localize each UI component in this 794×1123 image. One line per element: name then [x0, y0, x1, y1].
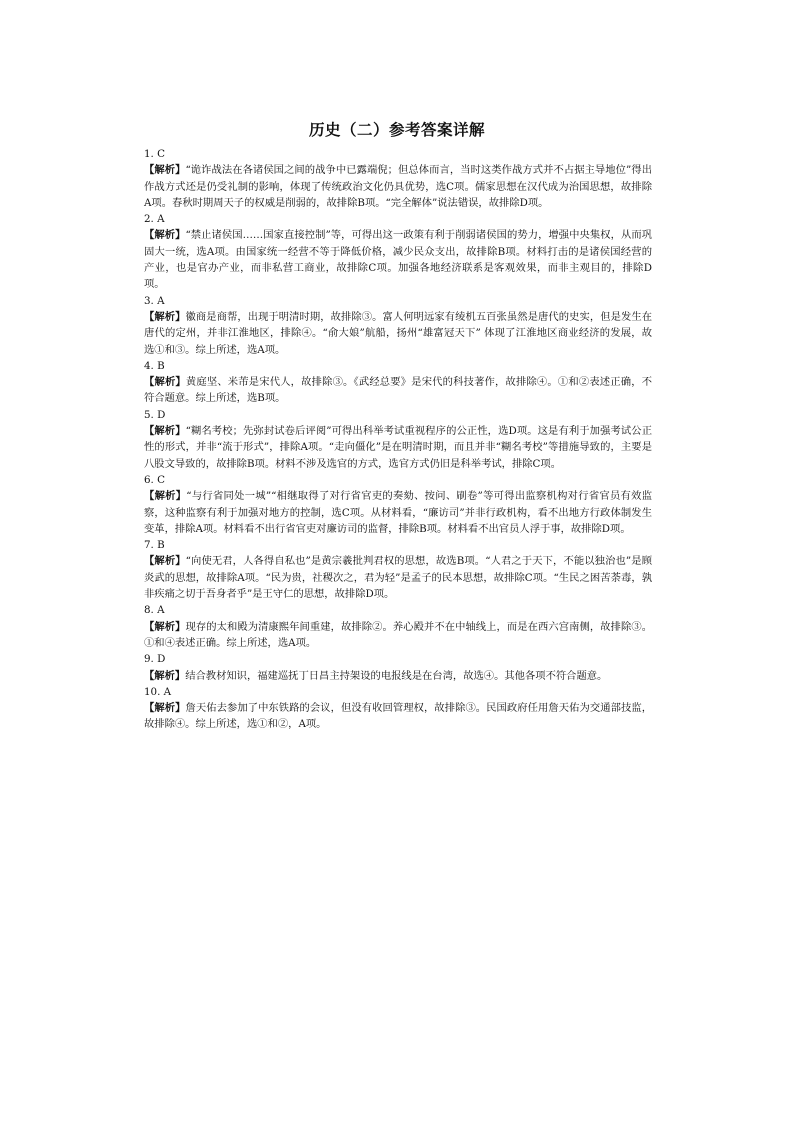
- analysis-tag: 【解析】: [144, 555, 186, 568]
- analysis-text: 黄庭坚、米芾是宋代人，故排除③。《武经总要》是宋代的科技著作，故排除④。①和②表述正确，不符合题意。综上所述，选B项。: [144, 376, 652, 405]
- answer-analysis: [144, 553, 652, 602]
- answer-number: 2. A: [144, 213, 165, 226]
- answer-analysis: [144, 162, 652, 211]
- answer-analysis: [144, 227, 652, 292]
- page-title: 历史（二）参考答案详解: [308, 120, 485, 139]
- analysis-text: 结合教材知识，福建巡抚丁日昌主持架设的电报线是在台湾，故选④。其他各项不符合题意。: [185, 669, 608, 682]
- answer-list: [144, 146, 652, 733]
- answer-analysis: [144, 700, 652, 733]
- analysis-tag: 【解析】: [144, 702, 186, 715]
- answer-analysis: [144, 668, 652, 684]
- analysis-tag: 【解析】: [144, 164, 186, 177]
- answer-number: 3. A: [144, 294, 165, 307]
- analysis-tag: 【解析】: [144, 620, 186, 633]
- answer-number: 7. B: [144, 539, 165, 552]
- answer-number: 1. C: [144, 148, 165, 160]
- analysis-text: 詹天佑去参加了中东铁路的会议，但没有收回管理权，故排除③。民国政府任用詹天佑为交通部技监，故排除④。综上所述，选①和②，A项。: [144, 702, 653, 731]
- analysis-tag: 【解析】: [144, 669, 186, 682]
- analysis-tag: 【解析】: [144, 310, 186, 323]
- analysis-text: “禁止诸侯国……国家直接控制”等，可得出这一政策有利于削弱诸侯国的势力，增强中央集权，从而巩固大一统，选A项。由国家统一经营不等于降低价格，减少民众支出，故排除B项。材料打击的是诸侯国经营的产业，也是官办产业，而非私营工商业，故排除C项。加强各地经济联系是客观效果，而非主观目的，排除D项。: [144, 229, 653, 291]
- answer-analysis: [144, 488, 652, 537]
- answer-analysis: [144, 619, 652, 652]
- analysis-text: “糊名考校；先弥封试卷后评阅”可得出科举考试重视程序的公正性，选D项。这是有利于加强考试公正性的形式，并非“流于形式”，排除A项。“走向僵化”是在明清时期，而且并非“糊名考校”等措施导致的，主要是八股文导致的，故排除B项。材料不涉及选官的方式，选官方式仍旧是科举考试，排除C项。: [144, 425, 652, 470]
- answer-number: 10. A: [144, 685, 172, 698]
- analysis-text: 徽商是商帮，出现于明清时期，故排除③。富人何明远家有绫机五百张虽然是唐代的史实，但是发生在唐代的定州，并非江淮地区，排除④。“俞大娘”航船，扬州“雄富冠天下” 体现了江淮地区商业经济的发展，故选①和③。综上所述，选A项。: [144, 310, 653, 356]
- answer-analysis: [144, 309, 652, 358]
- analysis-tag: 【解析】: [144, 490, 187, 503]
- analysis-text: 现存的太和殿为清康熙年间重建，故排除②。养心殿并不在中轴线上，而是在西六宫南侧，故排除③。①和④表述正确。综上所述，选A项。: [144, 620, 653, 649]
- analysis-tag: 【解析】: [144, 229, 186, 242]
- answer-analysis: [144, 423, 652, 472]
- answer-number: 8. A: [144, 604, 165, 617]
- answer-number: 9. D: [144, 653, 166, 666]
- answer-analysis: [144, 374, 652, 407]
- answer-number: 5. D: [144, 408, 166, 421]
- analysis-text: “与行省同处一城”“相继取得了对行省官吏的奏劾、按问、刷卷”等可得出监察机构对行省官员有效监察，这种监察有利于加强对地方的控制，选C项。从材料看，“廉访司”并非行政机构，看不出地方行政体制发生变革，排除A项。材料看不出行省官吏对廉访司的监督，排除B项。材料看不出官员人浮于事，故排除D项。: [144, 490, 652, 535]
- analysis-tag: 【解析】: [144, 376, 186, 389]
- analysis-text: “向使无君，人各得自私也”是黄宗羲批判君权的思想，故选B项。“人君之于天下，不能以独治也”是顾炎武的思想，故排除A项。“民为贵，社稷次之，君为轻”是孟子的民本思想，故排除C项。“生民之困苦荼毒，孰非疾痛之切于吾身者乎”是王守仁的思想，故排除D项。: [144, 555, 653, 601]
- answer-number: 4. B: [144, 359, 165, 372]
- analysis-text: “诡诈战法在各诸侯国之间的战争中已露端倪；但总体而言，当时这类作战方式并不占据主导地位”得出作战方式还是仍受礼制的影响，体现了传统政治文化仍具优势，选C项。儒家思想在汉代成为治国思想，故排除A项。春秋时期周天子的权威是削弱的，故排除B项。“完全解体”说法错误，故排除D项。: [144, 164, 652, 209]
- analysis-tag: 【解析】: [144, 425, 186, 438]
- answer-number: 6. C: [144, 473, 165, 486]
